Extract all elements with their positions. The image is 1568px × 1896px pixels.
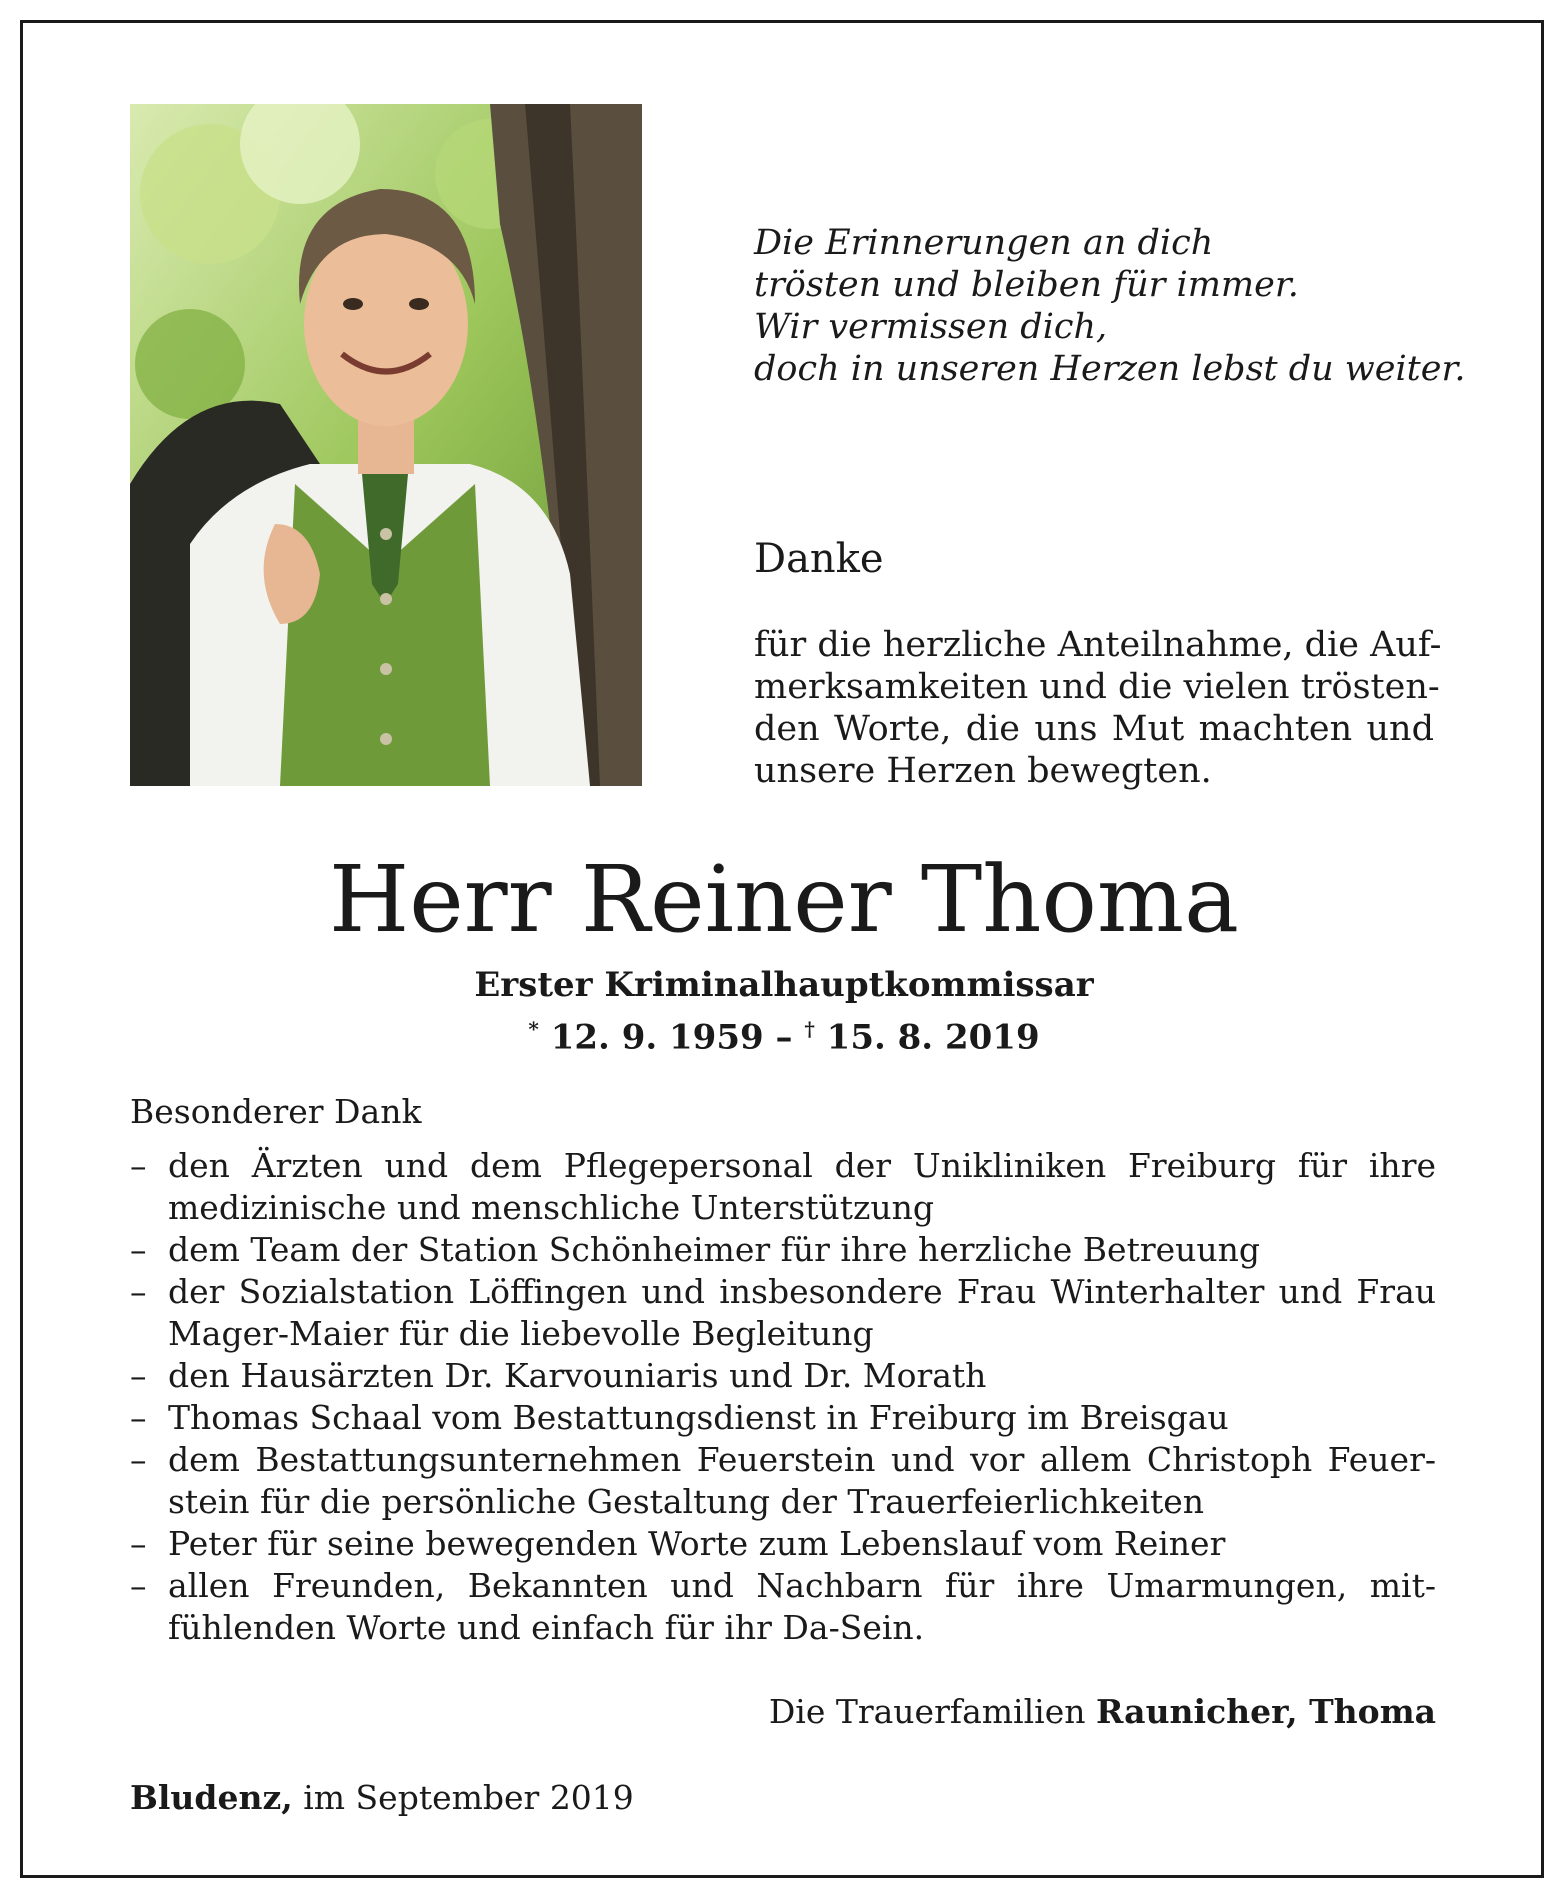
- list-item: [130, 1523, 1436, 1565]
- list-item-text: fühlenden Worte und einfach für ihr Da-Sein.: [168, 1608, 925, 1647]
- verse-line: doch in unseren Herzen lebst du weiter.: [754, 349, 1466, 389]
- special-thanks-heading: Besonderer Dank: [130, 1092, 422, 1131]
- list-dash: –: [130, 1566, 147, 1605]
- signature-line: [769, 1692, 1436, 1731]
- thanks-line: für die herzliche Anteilnahme, die Auf-: [754, 625, 1442, 665]
- death-date: 15. 8. 2019: [826, 1017, 1040, 1058]
- list-item: [130, 1565, 1436, 1649]
- memorial-verse: [754, 222, 1466, 390]
- list-item-text: stein für die persönliche Gestaltung der Trauerfeierlichkeiten: [168, 1482, 1205, 1521]
- list-item-text: der Sozialstation Löffingen und insbesondere Frau Winterhalter und Frau: [168, 1272, 1436, 1311]
- verse-line: trösten und bleiben für immer.: [754, 265, 1299, 305]
- portrait-illustration: [130, 104, 642, 786]
- list-item-text: Thomas Schaal vom Bestattungsdienst in Freiburg im Breisgau: [168, 1398, 1229, 1437]
- deceased-rank: Erster Kriminalhauptkommissar: [474, 965, 1094, 1005]
- list-item: [130, 1145, 1436, 1229]
- list-dash: –: [130, 1398, 147, 1437]
- list-item: [130, 1229, 1436, 1271]
- list-dash: –: [130, 1440, 147, 1479]
- place-date: [130, 1778, 634, 1817]
- thanks-line: merksamkeiten und die vielen trösten-: [754, 667, 1440, 707]
- list-item-text: medizinische und menschliche Unterstützung: [168, 1188, 935, 1227]
- signature-families: Raunicher, Thoma: [1096, 1692, 1436, 1731]
- thanks-paragraph: [754, 624, 1442, 792]
- list-item-text: Peter für seine bewegenden Worte zum Lebenslauf vom Reiner: [168, 1524, 1226, 1563]
- date: im September 2019: [303, 1778, 634, 1817]
- list-item-text: dem Team der Station Schönheimer für ihre herzliche Betreuung: [168, 1230, 1261, 1269]
- life-dates: [0, 1008, 1568, 1058]
- list-item: [130, 1355, 1436, 1397]
- list-item-text: den Hausärzten Dr. Karvouniaris und Dr. Morath: [168, 1356, 987, 1395]
- list-item: [130, 1397, 1436, 1439]
- list-dash: –: [130, 1146, 147, 1185]
- place: Bludenz,: [130, 1778, 293, 1817]
- thanks-line: unsere Herzen bewegten.: [754, 751, 1212, 791]
- verse-line: Die Erinnerungen an dich: [754, 223, 1214, 263]
- birth-date: 12. 9. 1959: [550, 1017, 764, 1058]
- list-dash: –: [130, 1356, 147, 1395]
- birth-symbol: *: [528, 1017, 539, 1041]
- thanks-line: den Worte, die uns Mut machten und: [754, 709, 1434, 749]
- portrait-photo: [130, 104, 642, 786]
- list-dash: –: [130, 1272, 147, 1311]
- list-item: [130, 1439, 1436, 1523]
- list-item-text: dem Bestattungsunternehmen Feuerstein und vor allem Christoph Feuer-: [168, 1440, 1436, 1479]
- special-thanks-list: [130, 1145, 1436, 1649]
- signature-prefix: Die Trauerfamilien: [768, 1692, 1086, 1731]
- deceased-name: Herr Reiner Thoma: [328, 846, 1240, 953]
- death-symbol: †: [804, 1017, 815, 1041]
- list-item: [130, 1271, 1436, 1355]
- date-separator: –: [775, 1017, 793, 1058]
- list-dash: –: [130, 1524, 147, 1563]
- verse-line: Wir vermissen dich,: [754, 307, 1108, 347]
- list-item-text: allen Freunden, Bekannten und Nachbarn für ihre Umarmungen, mit-: [168, 1566, 1436, 1605]
- thanks-heading: Danke: [754, 536, 884, 582]
- list-dash: –: [130, 1230, 147, 1269]
- list-item-text: den Ärzten und dem Pflegepersonal der Unikliniken Freiburg für ihre: [168, 1146, 1436, 1185]
- list-item-text: Mager-Maier für die liebevolle Begleitung: [168, 1314, 874, 1353]
